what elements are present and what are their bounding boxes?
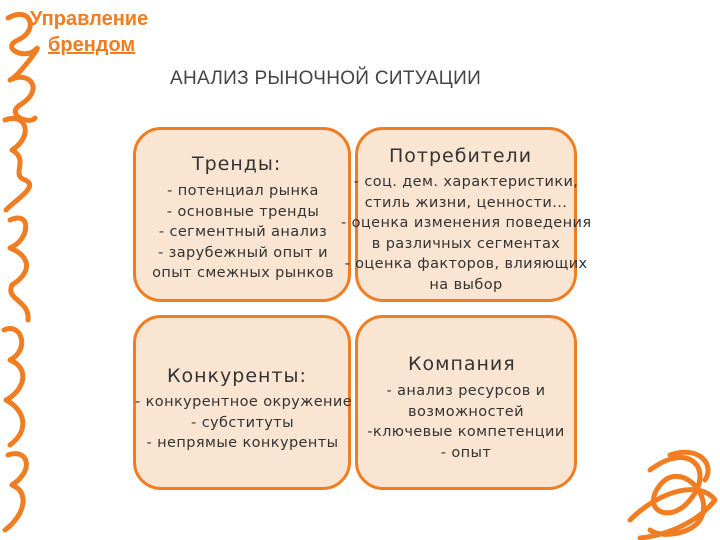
consumers-heading: Потребители	[389, 145, 533, 167]
consumers-line: - соц. дем. характеристики,	[353, 174, 579, 190]
company-line: -ключевые компетенции	[367, 424, 565, 440]
trends-line: - основные тренды	[166, 203, 320, 220]
trends-list	[143, 181, 343, 284]
trends-heading: Тренды:	[192, 153, 282, 175]
competitors-line: - непрямые конкуренты	[146, 435, 339, 451]
trends-line: - зарубежный опыт и	[158, 244, 328, 261]
competitors-line: - конкурентное окружение	[135, 394, 353, 410]
competitors-list	[135, 392, 353, 454]
brand-line-1: Управление	[30, 8, 149, 30]
brand-line-2: брендом	[48, 34, 136, 56]
brand-title	[30, 6, 148, 58]
consumers-line: на выбор	[429, 276, 503, 293]
company-heading: Компания	[408, 353, 516, 375]
page-title: АНАЛИЗ РЫНОЧНОЙ СИТУАЦИИ	[170, 68, 482, 89]
trends-line: - потенциал рынка	[167, 183, 319, 199]
company-line: возможностей	[408, 403, 524, 420]
company-list	[355, 381, 577, 463]
consumers-line: - оценка изменения поведения	[341, 215, 592, 231]
company-line: - опыт	[440, 444, 492, 461]
competitors-line: - субституты	[191, 414, 294, 431]
consumers-line: стиль жизни, ценности...	[364, 194, 568, 211]
trends-line: - сегментный анализ	[158, 224, 328, 240]
consumers-line: в различных сегментах	[371, 235, 561, 252]
competitors-heading: Конкуренты:	[167, 365, 307, 387]
consumers-line: - оценка факторов, влияющих	[344, 256, 588, 272]
consumers-list	[341, 172, 591, 295]
company-line: - анализ ресурсов и	[386, 383, 546, 399]
trends-line: опыт смежных рынков	[152, 265, 334, 281]
